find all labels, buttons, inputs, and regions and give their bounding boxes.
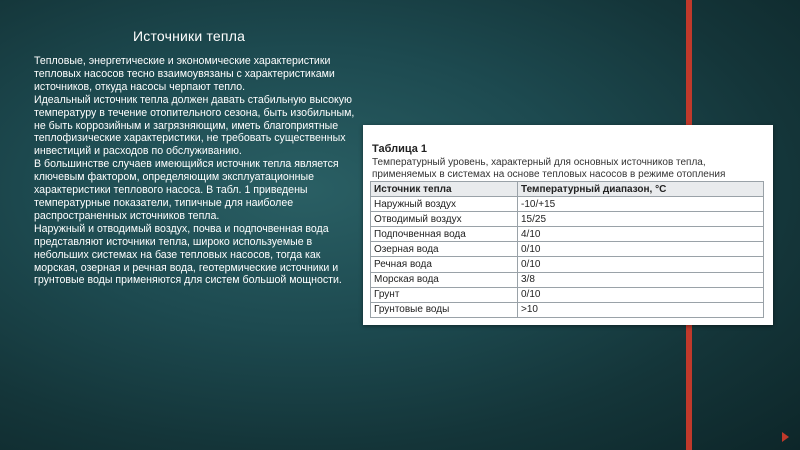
column-header: Температурный диапазон, °С — [518, 182, 764, 197]
paragraph: Идеальный источник тепла должен давать стабильную высокую температуру в течение отопительного сезона, быть изобильным, не быть коррозийным и загрязняющим, иметь благоприятные теплофизические характеристики, не требовать существенных инвестиций и расходов по обслуживанию. — [34, 93, 355, 158]
table-row — [371, 197, 764, 212]
table-row — [371, 302, 764, 317]
table-cell: 15/25 — [518, 212, 764, 227]
table-cell: 0/10 — [518, 287, 764, 302]
table-cell: >10 — [518, 302, 764, 317]
table-caption: Таблица 1 — [372, 143, 428, 155]
table-cell: 0/10 — [518, 242, 764, 257]
table-cell: Грунт — [371, 287, 518, 302]
table-cell: 0/10 — [518, 257, 764, 272]
table-cell: Грунтовые воды — [371, 302, 518, 317]
table-header-row — [371, 182, 764, 197]
table-cell: Морская вода — [371, 272, 518, 287]
table-cell: 4/10 — [518, 227, 764, 242]
temperature-table — [370, 181, 764, 318]
paragraph: Наружный и отводимый воздух, почва и подпочвенная вода представляют источники тепла, широко используемые в небольших системах на базе тепловых насосов, тогда как морская, озерная и речная вода, геотермические источники и грунтовые воды применяются для систем большой мощности. — [34, 222, 342, 287]
table-cell: Отводимый воздух — [371, 212, 518, 227]
table-cell: Подпочвенная вода — [371, 227, 518, 242]
paragraph: В большинстве случаев имеющийся источник тепла является ключевым фактором, определяющим эксплуатационные характеристики теплового насоса. В табл. 1 приведены температурные показатели, типичные для наиболее распространенных источников тепла. — [34, 158, 339, 222]
slide-title: Источники тепла — [133, 28, 246, 44]
body-text — [34, 55, 364, 287]
column-header: Источник тепла — [371, 182, 518, 197]
table-row — [371, 212, 764, 227]
triangle-icon — [782, 432, 789, 442]
paragraph: Тепловые, энергетические и экономические характеристики тепловых насосов тесно взаимоувязаны с характеристиками источников, откуда насосы черпают тепло. — [34, 55, 335, 93]
table-row — [371, 287, 764, 302]
table-cell: Наружный воздух — [371, 197, 518, 212]
table-row — [371, 272, 764, 287]
table-description: Температурный уровень, характерный для основных источников тепла, применяемых в системах на основе тепловых насосов в режиме отопления — [372, 157, 726, 180]
table-image — [363, 125, 773, 325]
table-cell: Озерная вода — [371, 242, 518, 257]
table-row — [371, 242, 764, 257]
table-cell: 3/8 — [518, 272, 764, 287]
table-cell: -10/+15 — [518, 197, 764, 212]
table-row — [371, 257, 764, 272]
table-row — [371, 227, 764, 242]
table-cell: Речная вода — [371, 257, 518, 272]
